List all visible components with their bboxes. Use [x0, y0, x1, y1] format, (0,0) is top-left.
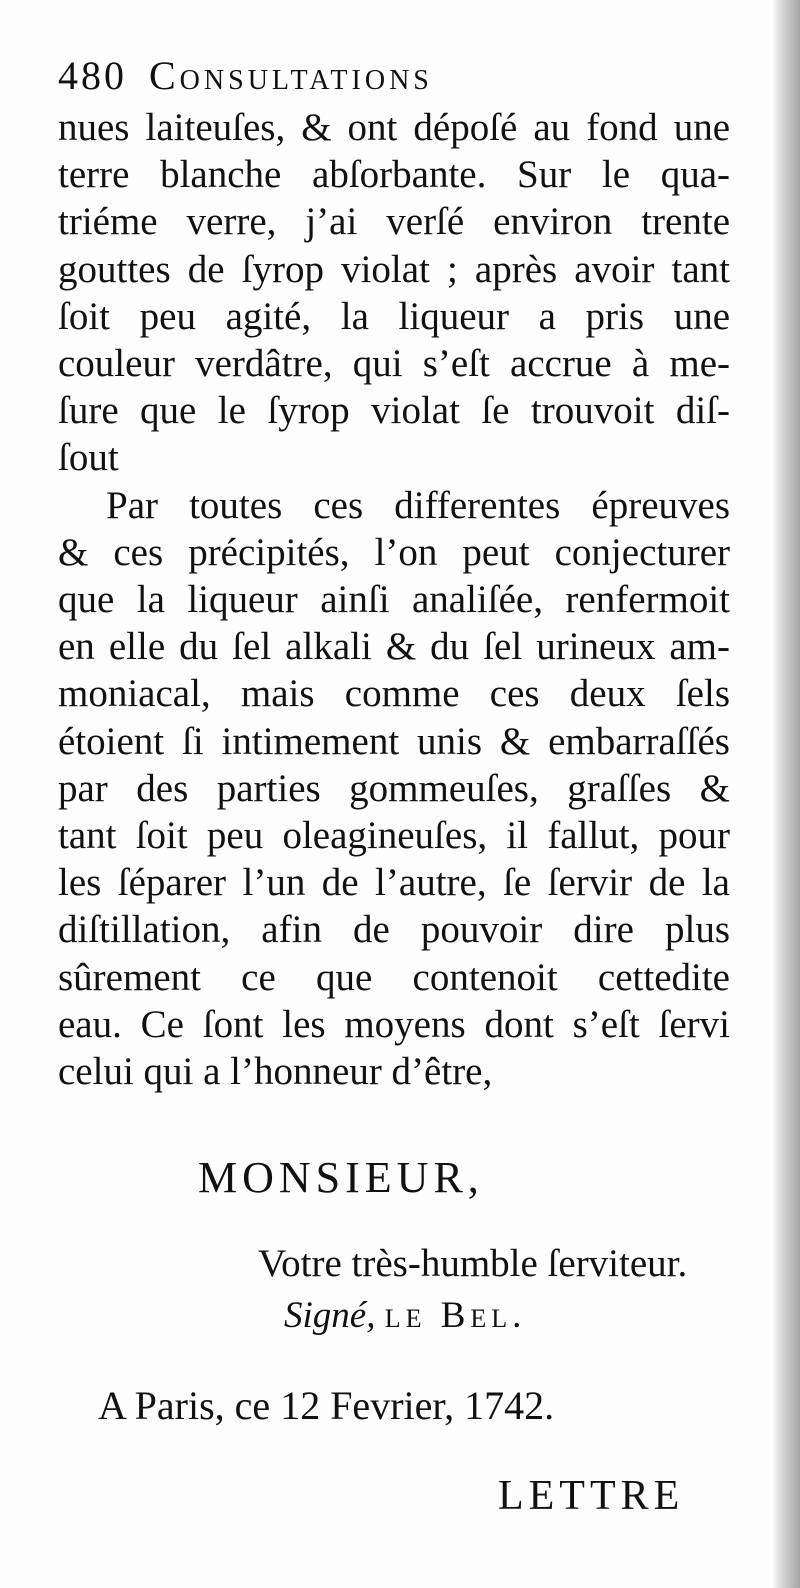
text-line: tant ſoit peu oleagineuſes, il fallut, pour	[58, 814, 730, 858]
text-line: moniacal, mais comme ces deux ſels	[58, 672, 730, 716]
signature	[284, 1292, 526, 1340]
dateline: A Paris, ce 12 Fevrier, 1742.	[98, 1383, 555, 1428]
text-line: triéme verre, j’ai verſé environ trente	[58, 200, 730, 244]
text-line: ſure que le ſyrop violat ſe trouvoit diſ-	[58, 389, 730, 433]
running-title: Consultations	[149, 53, 433, 98]
page-number: 480	[58, 53, 127, 98]
text-line: nues laiteuſes, & ont dépoſé au fond une	[58, 106, 730, 149]
text-line: ſoit peu agité, la liqueur a pris une	[58, 294, 730, 338]
catchword: LETTRE	[498, 1473, 685, 1519]
body-text	[58, 104, 730, 1095]
text-line: ſout	[58, 436, 119, 480]
text-line: couleur verdâtre, qui s’eſt accrue à me-	[58, 342, 730, 386]
text-line: par des parties gommeuſes, graſſes &	[58, 766, 730, 810]
text-line: gouttes de ſyrop violat ; après avoir tant	[58, 247, 730, 291]
running-head	[58, 52, 433, 100]
page-gutter-shadow	[772, 0, 800, 1588]
text-line: terre blanche abſorbante. Sur le qua-	[58, 153, 730, 197]
text-line: & ces précipités, l’on peut conjecturer	[58, 530, 730, 574]
text-line: eau. Ce ſont les moyens dont s’eſt ſervi	[58, 1002, 730, 1046]
text-line: Par toutes ces differentes épreuves	[106, 483, 730, 527]
text-line: que la liqueur ainſi analiſée, renfermoit	[58, 578, 730, 622]
signature-name: le Bel.	[384, 1295, 527, 1336]
signature-signe: Signé,	[284, 1295, 376, 1336]
text-line: en elle du ſel alkali & du ſel urineux am-	[58, 625, 730, 669]
text-line: diſtillation, afin de pouvoir dire plus	[58, 908, 730, 952]
text-line: celui qui a l’honneur d’être,	[58, 1050, 493, 1094]
text-line: les ſéparer l’un de l’autre, ſe ſervir de la	[58, 861, 730, 905]
text-line: étoient ſi intimement unis & embarraſſés	[58, 719, 730, 763]
closing-formula: Votre très-humble ſerviteur.	[258, 1242, 688, 1285]
text-line: sûrement ce que contenoit cettedite	[58, 955, 730, 999]
salutation: MONSIEUR,	[198, 1153, 484, 1202]
